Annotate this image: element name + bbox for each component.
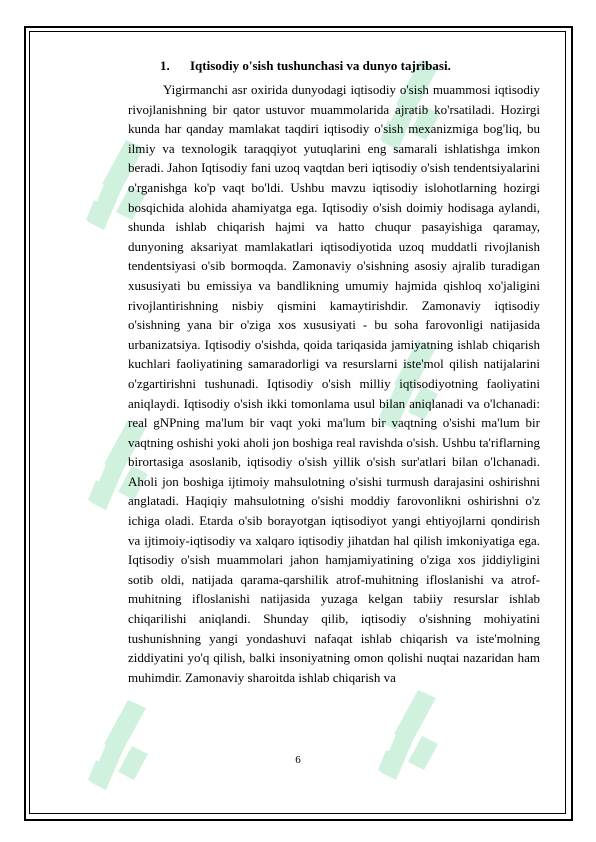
section-number: 1.	[160, 58, 170, 73]
paragraph: Yigirmanchi asr oxirida dunyodagi iqtisodiy o'sish muammosi iqtisodiy rivojlanishning bir qator ustuvor muammolarida ajratib ko'rsatiladi. Hozirgi kunda har qanday mamlakat taqdiri iqtisodiy o'sish mexanizmiga bog'liq, bu ilmiy va texnologik taraqqiyot yutuqlarini eng samarali ishlatishga imkon beradi. Jahon Iqtisodiy fani uzoq vaqtdan beri iqtisodiy o'sish tendentsiyalarini o'rganishga ko'p vaqt bo'ldi. Ushbu mavzu iqtisodiy islohotlarning hozirgi bosqichida alohida ahamiyatga ega. Iqtisodiy o'sish doimiy hodisaga aylandi, shunda ishlab chiqarish hajmi va hatto chuqur pasayishiga qaramay, dunyoning aksariyat mamlakatlari iqtisodiyotida uzoq muddatli rivojlanish tendentsiyasi o'sib bormoqda. Zamonaviy o'sishning asosiy ajralib turadigan xususiyati bu emissiya va bandlikning umumiy hajmida qishloq xo'jaligini rivojlantirishning nisbiy qismini kamaytirishdir. Zamonaviy iqtisodiy o'sishning yana bir o'ziga xos xususiyati - bu soha farovonligi natijasida urbanizatsiya. Iqtisodiy o'sishda, qoida tariqasida jamiyatning ishlab chiqarish kuchlari faoliyatining samaradorligi va resurslarni iste'mol qilish natijalarini o'zgartirishni tushunadi. Iqtisodiy o'sish milliy iqtisodiyotning faoliyatini aniqlaydi. Iqtisodiy o'sish ikki tomonlama usul bilan aniqlanadi va o'lchanadi: real gNPning ma'lum bir vaqt yoki ma'lum bir vaqtning o'sishi ma'lum bir vaqtning oshishi yoki aholi jon boshiga real ravishda o'sish. Ushbu ta'riflarning birortasiga asoslanib, iqtisodiy o'sish yillik o'sish sur'atlari bilan o'lchanadi. Aholi jon boshiga ijtimoiy mahsulotning o'sishi turmush darajasini oshirishni anglatadi. Haqiqiy mahsulotning o'sishi moddiy farovonlikni oshirishni o'z ichiga oladi. Etarda o'sib borayotgan iqtisodiyot yangi ehtiyojlarni qondirish va ijtimoiy-iqtisodiy va xalqaro iqtisodiy jihatdan hal qilish imkoniyatiga ega. Iqtisodiy o'sish muammolari jahon hamjamiyatining o'ziga xos jiddiyligini sotib oldi, natijada qarama-qarshilik atrof-muhitning ifloslanishi va atrof-muhitning ifloslanishi natijasida yuzaga kelgan tabiiy resurslar ishlab chiqarilishi aniqlandi. Shunday qilib, iqtisodiy o'sishning mohiyatini tushunishning yangi yondashuvi nafaqat ishlab chiqarish va iste'molning ziddiyatini yo'q qilish, balki insoniyatning omon qolishi nuqtai nazaridan ham muhimdir. Zamonaviy sharoitda ishlab chiqarish va	[128, 82, 540, 685]
section-heading	[160, 58, 490, 74]
logo-watermark-icon	[378, 690, 440, 790]
page-number: 6	[295, 754, 301, 766]
body-text	[128, 80, 540, 687]
section-title: Iqtisodiy o'sish tushunchasi va dunyo tajribasi.	[190, 58, 451, 73]
logo-watermark-icon	[88, 700, 150, 800]
